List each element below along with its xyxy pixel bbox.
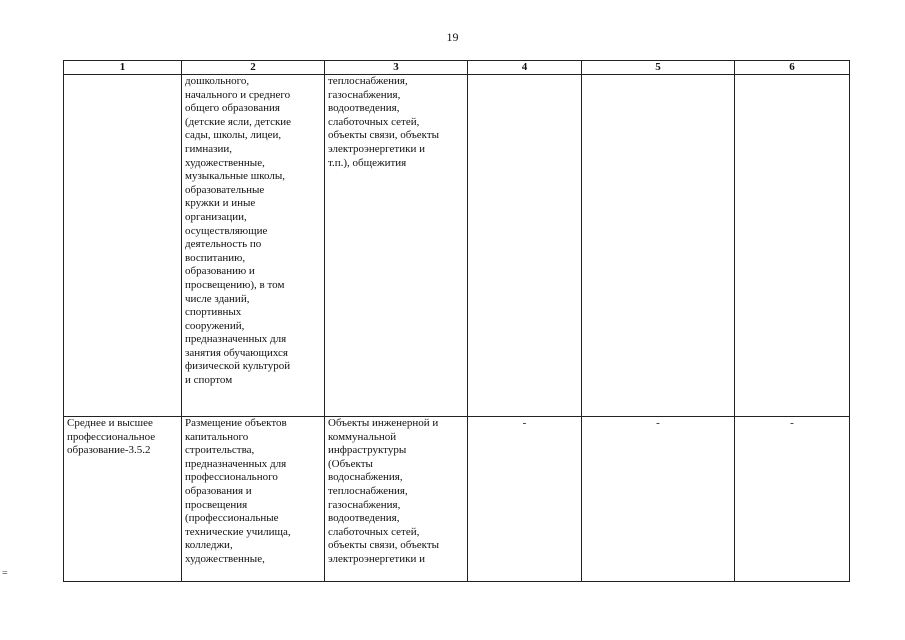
page-number: 19 xyxy=(446,30,459,44)
cell-text: - xyxy=(656,417,660,429)
cell-text: - xyxy=(522,417,527,429)
header-col-4: 4 xyxy=(468,61,582,75)
table-cell xyxy=(468,417,582,582)
header-col-1: 1 xyxy=(64,61,182,75)
table-cell xyxy=(582,75,735,417)
cell-text: Объекты инженерной и коммунальной инфраструктуры (Объекты водоснабжения, теплоснабжения, газоснабжения, водоотведения, слаботочных сетей, объекты связи, объекты электроэнергетики и xyxy=(328,417,440,565)
header-col-5: 5 xyxy=(582,61,735,75)
table-cell xyxy=(182,417,325,582)
margin-mark: = xyxy=(2,568,8,579)
table-row xyxy=(64,417,850,582)
table-cell xyxy=(735,75,850,417)
cell-text: Размещение объектов капитального строительства, предназначенных для профессионального образования и просвещения (профессиональные технические училища, колледжи, художественные, xyxy=(185,417,291,565)
table-cell xyxy=(582,417,735,582)
regulations-table xyxy=(63,60,850,582)
table-row xyxy=(64,75,850,417)
cell-text: дошкольного, начального и среднего общего образования (детские ясли, детские сады, школы, лицеи, гимназии, художественные, музыкальные школы, образовательные кружки и иные организации, осуществляющие деятельность по воспитанию, образованию и просвещению), в том числе зданий, спортивных сооружений, предназначенных для занятия обучающихся физической культурой и спортом xyxy=(185,75,292,387)
header-col-2: 2 xyxy=(182,61,325,75)
header-col-6: 6 xyxy=(735,61,850,75)
table-cell xyxy=(325,417,468,582)
table-cell xyxy=(468,75,582,417)
header-col-3: 3 xyxy=(325,61,468,75)
cell-text: теплоснабжения, газоснабжения, водоотведения, слаботочных сетей, объекты связи, объекты электроэнергетики и т.п.), общежития xyxy=(328,75,440,169)
table-cell xyxy=(325,75,468,417)
table-cell xyxy=(735,417,850,582)
table-cell xyxy=(182,75,325,417)
table-cell xyxy=(64,75,182,417)
cell-text: - xyxy=(790,417,794,429)
table-cell xyxy=(64,417,182,582)
table-header-row xyxy=(64,61,850,75)
cell-text: Среднее и высшее профессиональное образование-3.5.2 xyxy=(67,417,156,457)
